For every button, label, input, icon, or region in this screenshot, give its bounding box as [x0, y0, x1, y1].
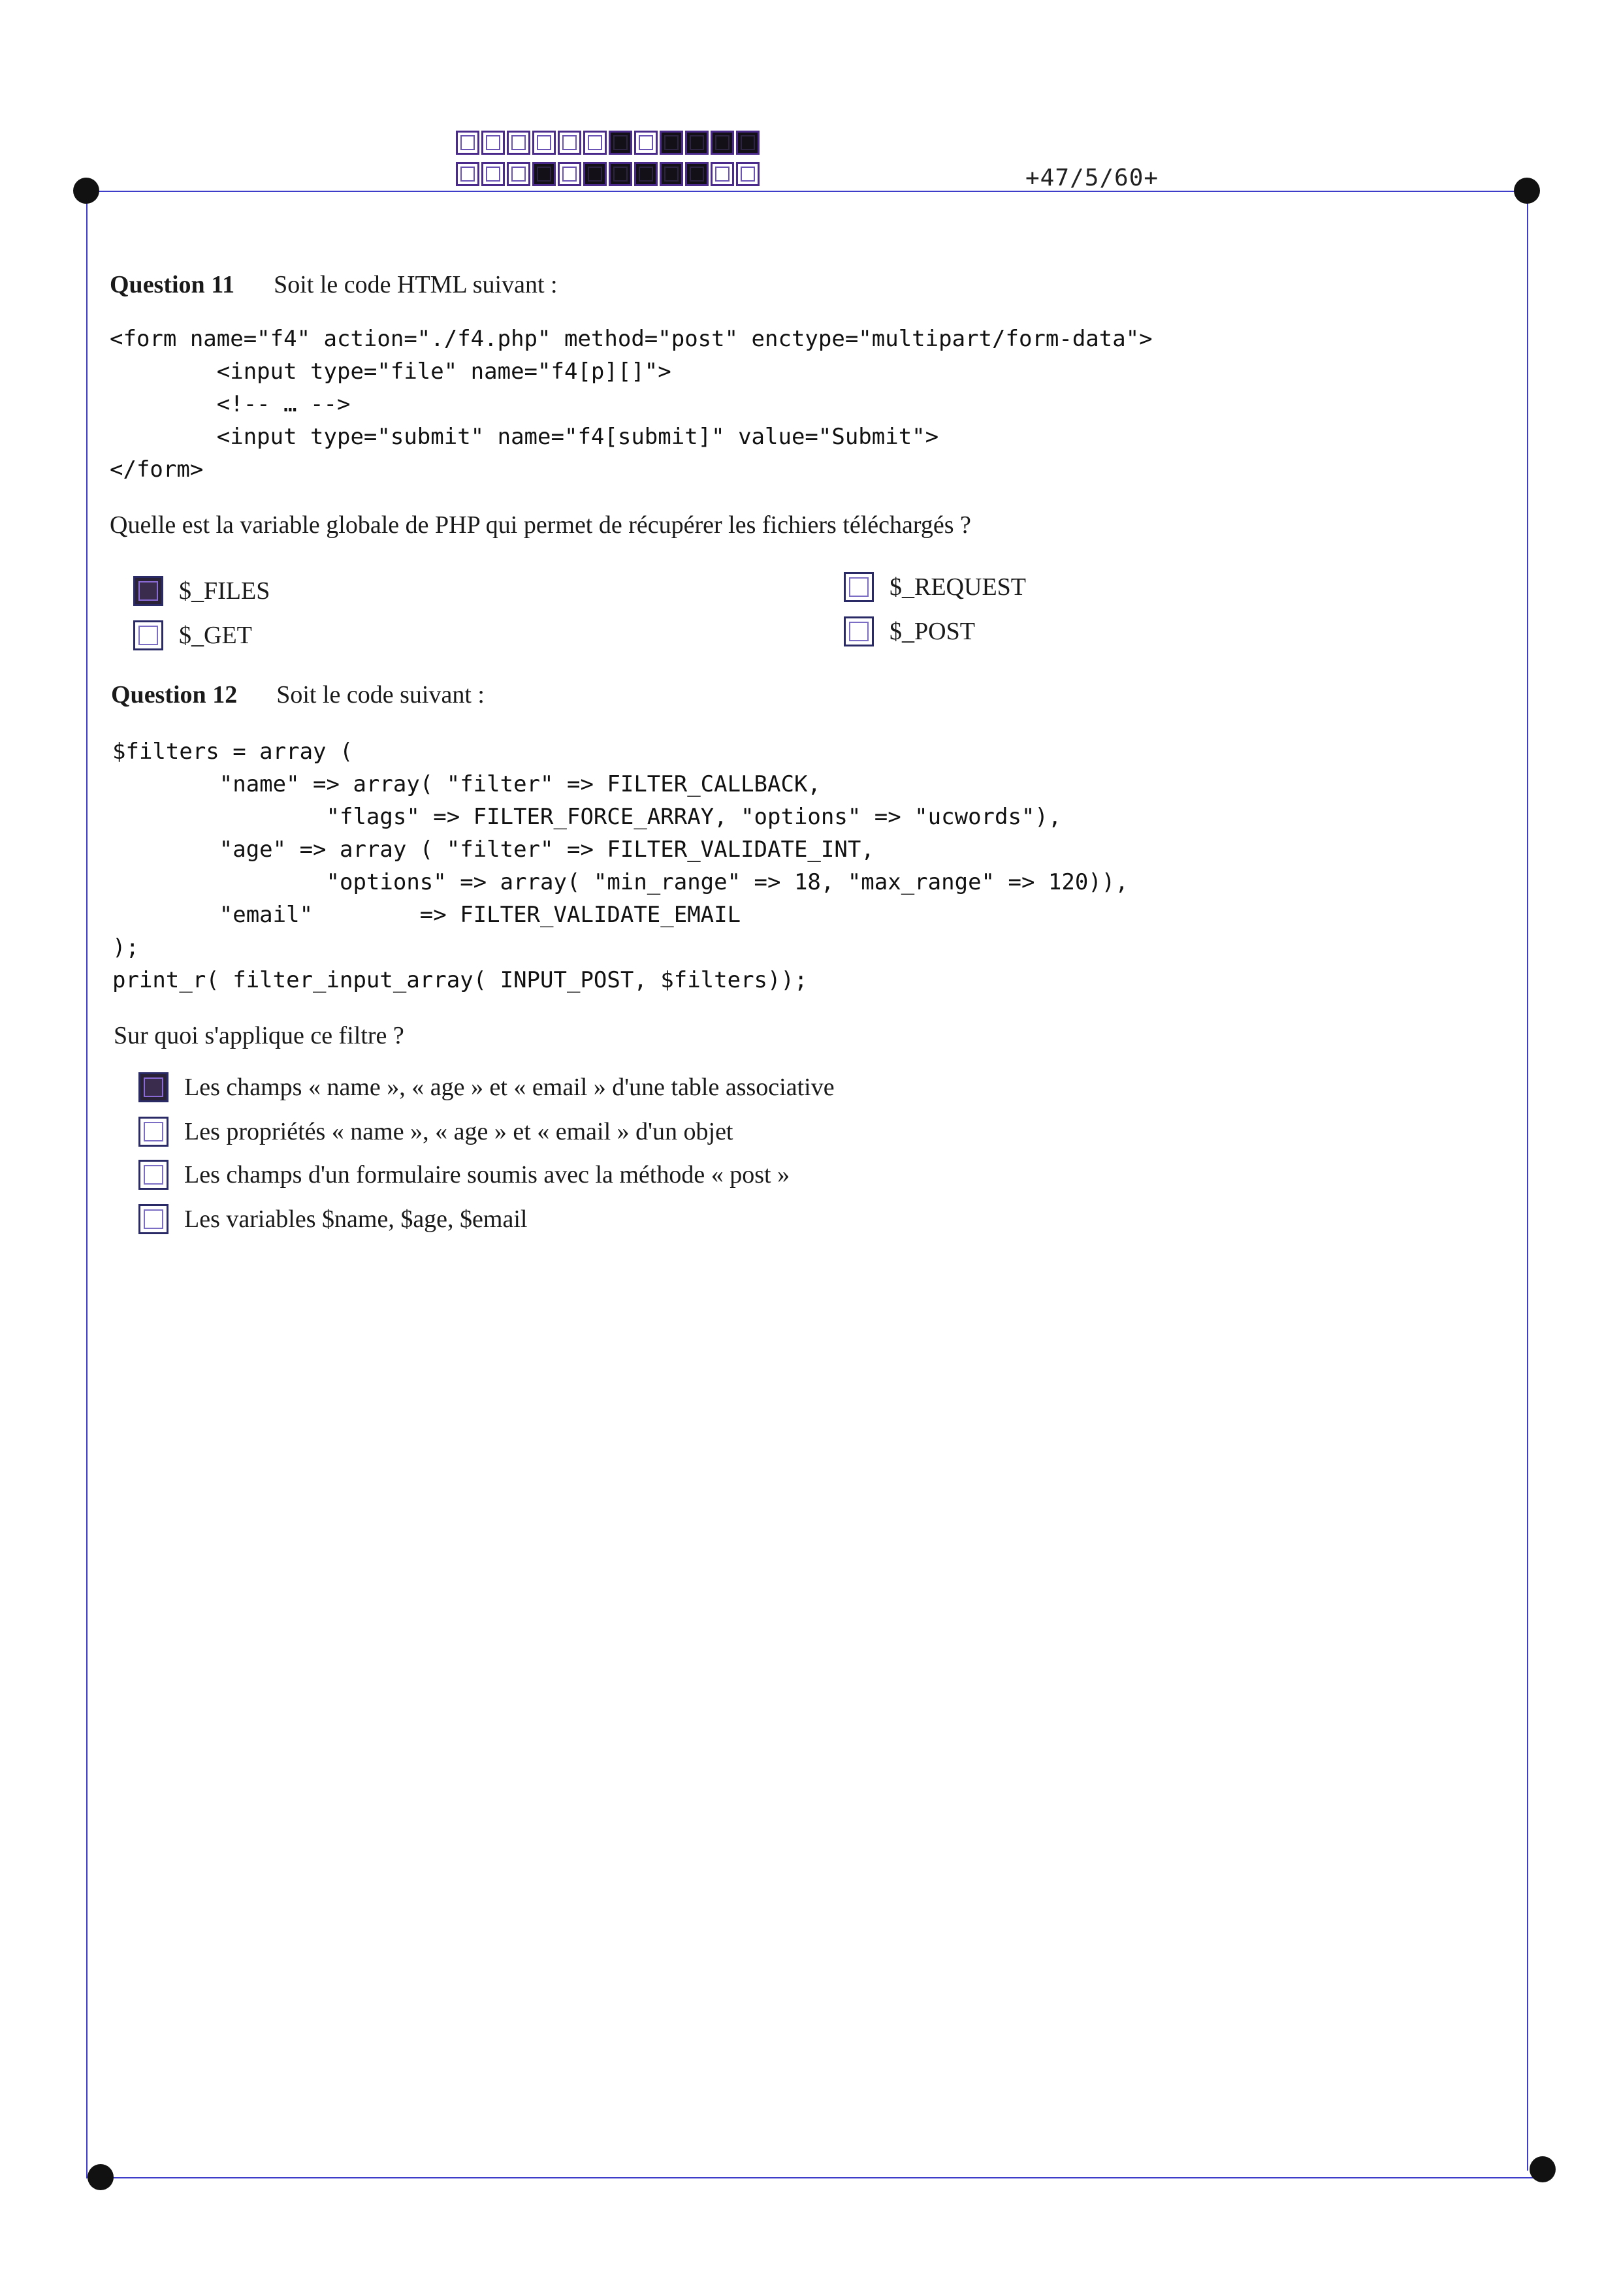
code-cell [634, 162, 658, 186]
checkbox[interactable] [844, 616, 874, 646]
html-code-block: <form name="f4" action="./f4.php" method="post" enctype="multipart/form-data"> <input type="file" name="f4[p][]"> <!-- … --> <input type="submit" name="f4[submit]" value="Submit"> </form> [110, 326, 1153, 483]
code-cell [736, 162, 760, 186]
answer-option-form-fields[interactable] [138, 1160, 790, 1190]
question-number: Question 12 [111, 681, 238, 709]
answer-option-post[interactable] [844, 616, 975, 646]
checkbox[interactable] [138, 1117, 168, 1147]
answer-option-variables[interactable] [138, 1204, 527, 1234]
checkbox[interactable] [133, 620, 163, 650]
answer-option-files[interactable] [133, 576, 270, 606]
checkbox[interactable] [844, 572, 874, 602]
code-cell [660, 162, 683, 186]
code-cell [736, 131, 760, 155]
code-cell [507, 162, 530, 186]
code-cell [481, 131, 505, 155]
answer-option-get[interactable] [133, 620, 252, 650]
question-intro: Soit le code suivant : [276, 681, 485, 709]
corner-marker-bottom-left [88, 2164, 114, 2190]
code-cell [685, 162, 709, 186]
answer-label: $_FILES [179, 577, 270, 605]
question-intro: Soit le code HTML suivant : [274, 271, 558, 298]
code-cell [711, 131, 734, 155]
answer-label: Les propriétés « name », « age » et « email » d'un objet [184, 1118, 733, 1145]
checkbox[interactable] [138, 1204, 168, 1234]
answer-option-object-properties[interactable] [138, 1117, 733, 1147]
code-cell [558, 131, 581, 155]
answer-label: Les champs « name », « age » et « email » d'une table associative [184, 1074, 835, 1101]
answer-label: $_GET [179, 622, 252, 649]
code-cell [456, 131, 479, 155]
question-12-header [111, 680, 485, 709]
question-prompt: Quelle est la variable globale de PHP qui permet de récupérer les fichiers téléchargés ? [110, 511, 971, 539]
sheet-code-row-2 [456, 162, 762, 186]
frame-left-line [86, 191, 88, 2178]
code-cell [634, 131, 658, 155]
question-number: Question 11 [110, 271, 235, 298]
checkbox[interactable] [138, 1160, 168, 1190]
code-cell [532, 162, 556, 186]
code-cell [583, 162, 607, 186]
answer-label: $_REQUEST [890, 573, 1026, 601]
code-cell [456, 162, 479, 186]
code-cell [583, 131, 607, 155]
sheet-id: +47/5/60+ [1025, 165, 1159, 191]
sheet-code-row-1 [456, 131, 762, 155]
answer-label: $_POST [890, 618, 975, 645]
code-cell [660, 131, 683, 155]
answer-option-associative-table[interactable] [138, 1072, 835, 1102]
php-code-block: $filters = array ( "name" => array( "filter" => FILTER_CALLBACK, "flags" => FILTER_FORCE_ARRAY, "options" => "ucwords"), "age" => array ( "filter" => FILTER_VALIDATE_INT, "options" => array( "min_range" => 18, "max_range" => 120)), "email" => FILTER_VALIDATE_EMAIL ); print_r( filter_input_array( INPUT_POST, $filters)); [112, 739, 1129, 993]
code-cell [609, 162, 632, 186]
code-cell [532, 131, 556, 155]
frame-top-line [86, 191, 1528, 192]
question-prompt: Sur quoi s'applique ce filtre ? [114, 1022, 404, 1049]
question-11-header [110, 270, 558, 299]
corner-marker-top-right [1514, 178, 1540, 204]
code-cell [711, 162, 734, 186]
corner-marker-top-left [73, 178, 99, 204]
checkbox[interactable] [133, 576, 163, 606]
code-cell [481, 162, 505, 186]
code-cell [609, 131, 632, 155]
checkbox[interactable] [138, 1072, 168, 1102]
code-cell [507, 131, 530, 155]
code-cell [558, 162, 581, 186]
answer-label: Les variables $name, $age, $email [184, 1205, 528, 1233]
corner-marker-bottom-right [1530, 2156, 1556, 2182]
frame-right-line [1527, 191, 1528, 2171]
code-cell [685, 131, 709, 155]
frame-bottom-line [99, 2177, 1543, 2178]
answer-option-request[interactable] [844, 572, 1026, 602]
answer-label: Les champs d'un formulaire soumis avec la méthode « post » [184, 1161, 790, 1188]
